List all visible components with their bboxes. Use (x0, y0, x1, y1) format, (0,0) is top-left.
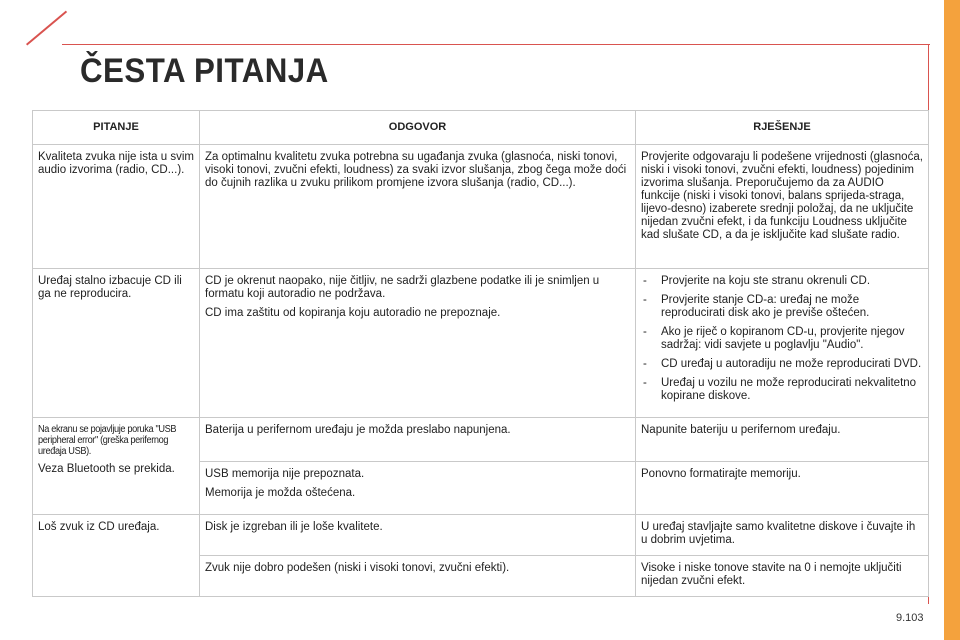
solution-cell (636, 145, 929, 269)
side-accent-bar (944, 0, 960, 640)
question-cell (33, 515, 200, 597)
table-row (33, 269, 929, 418)
table-row (33, 418, 929, 462)
table-row (33, 515, 929, 556)
answer-text: CD je okrenut naopako, nije čitljiv, ne sadrži glazbene podatke ili je snimljen u formatu koji autoradio ne podržava. (205, 275, 600, 300)
solution-list (641, 275, 923, 403)
faq-table (32, 110, 929, 597)
solution-text: U uređaj stavljajte samo kvalitetne diskove i čuvajte ih u dobrim uvjetima. (641, 521, 916, 546)
solution-text: Provjerite odgovaraju li podešene vrijednosti (glasnoća, niski i visoki tonovi, zvučni efekti, loudness) pojedinim izvorima slušanja. Preporučujemo da za AUDIO funkcije (niski i visoki tonovi, balans sprijeda-straga, lijevo-desno) izaberete srednji položaj, da ne uključite nijedan zvučni efekt, i da funkciju Loudness uključite kad slušate CD, a da je isključite kad slušate radio. (641, 151, 923, 241)
answer-cell (200, 462, 636, 515)
header-question: PITANJE (33, 111, 200, 145)
answer-cell (200, 515, 636, 556)
question-text: Loš zvuk iz CD uređaja. (38, 521, 160, 533)
page-title: ČESTA PITANJA (80, 52, 329, 90)
answer-text: Disk je izgreban ili je loše kvalitete. (205, 521, 383, 533)
frame-corner-line (26, 11, 67, 46)
solution-cell (636, 515, 929, 556)
page-number: 9.103 (896, 612, 924, 624)
solution-text: Napunite bateriju u perifernom uređaju. (641, 424, 841, 436)
answer-cell (200, 269, 636, 418)
table-header-row (33, 111, 929, 145)
answer-cell (200, 145, 636, 269)
answer-text: CD ima zaštitu od kopiranja koju autoradio ne prepoznaje. (205, 307, 501, 319)
header-solution: RJEŠENJE (636, 111, 929, 145)
list-item: - CD uređaj u autoradiju ne može reproducirati DVD. (641, 358, 923, 371)
solution-cell (636, 462, 929, 515)
solution-cell (636, 418, 929, 462)
list-item: - Ako je riječ o kopiranom CD-u, provjerite njegov sadržaj: vidi savjete u poglavlju "Audio". (641, 326, 923, 352)
question-cell (33, 269, 200, 418)
solution-text: Visoke i niske tonove stavite na 0 i nemojte uključiti nijedan zvučni efekt. (641, 562, 902, 587)
solution-cell (636, 556, 929, 597)
list-item: - Provjerite na koju ste stranu okrenuli CD. (641, 275, 923, 288)
header-answer: ODGOVOR (200, 111, 636, 145)
answer-text: Baterija u perifernom uređaju je možda preslabo napunjena. (205, 424, 511, 436)
answer-cell (200, 556, 636, 597)
answer-text: Memorija je možda oštećena. (205, 487, 356, 499)
answer-text: Zvuk nije dobro podešen (niski i visoki tonovi, zvučni efekti). (205, 562, 510, 574)
solution-cell (636, 269, 929, 418)
answer-text: Za optimalnu kvalitetu zvuka potrebna su ugađanja zvuka (glasnoća, niski tonovi, visoki tonovi, zvučni efekti, loudness) za svaki izvor slušanja, zbog čega može doći do čujnih razlika u zvuku prilikom promjene izvora slušanja (radio, CD...). (205, 151, 627, 189)
list-item: - Provjerite stanje CD-a: uređaj ne može reproducirati disk ako je previše oštećen. (641, 294, 923, 320)
question-text: Uređaj stalno izbacuje CD ili ga ne reproducira. (38, 275, 182, 300)
answer-cell (200, 418, 636, 462)
table-row (33, 145, 929, 269)
question-cell (33, 418, 200, 515)
list-item: - Uređaj u vozilu ne može reproducirati nekvalitetno kopirane diskove. (641, 377, 923, 403)
question-cell (33, 145, 200, 269)
answer-text: USB memorija nije prepoznata. (205, 468, 365, 480)
question-text: Veza Bluetooth se prekida. (38, 463, 175, 475)
solution-text: Ponovno formatirajte memoriju. (641, 468, 801, 480)
question-text-narrow: Na ekranu se pojavljuje poruka "USB peripheral error" (greška perifernog uređaja USB). (38, 424, 177, 457)
frame-top-line (62, 44, 930, 45)
question-text: Kvaliteta zvuka nije ista u svim audio izvorima (radio, CD...). (38, 151, 194, 176)
